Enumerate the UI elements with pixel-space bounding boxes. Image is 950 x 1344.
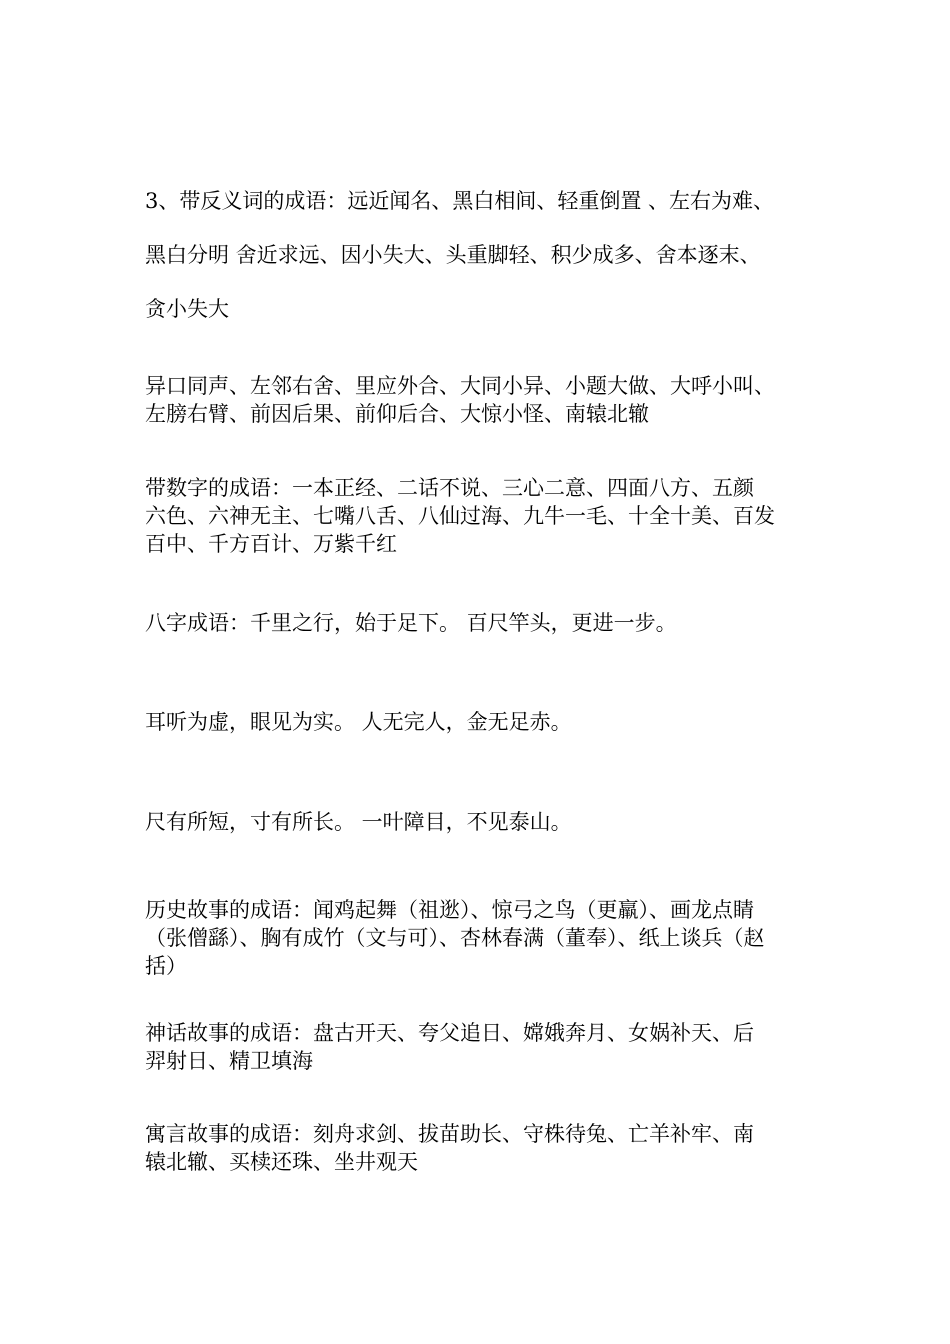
text-line: （张僧繇）、胸有成竹（文与可）、杏林春满（董奉）、纸上谈兵（赵 bbox=[145, 926, 765, 950]
text-line: 带数字的成语：一本正经、二话不说、三心二意、四面八方、五颜 bbox=[145, 476, 754, 500]
text-line: 异口同声、左邻右舍、里应外合、大同小异、小题大做、大呼小叫、 bbox=[145, 374, 775, 398]
paragraph-myth-idioms bbox=[145, 1019, 813, 1075]
text-line: 神话故事的成语：盘古开天、夸父追日、嫦娥奔月、女娲补天、后 bbox=[145, 1021, 754, 1045]
paragraph-history-idioms bbox=[145, 896, 813, 980]
text-line: 3、带反义词的成语：远近闻名、黑白相间、轻重倒置 、左右为难、 bbox=[145, 189, 775, 213]
paragraph-eight-char-idioms bbox=[145, 609, 813, 637]
text-line: 黑白分明 舍近求远、因小失大、头重脚轻、积少成多、舍本逐末、 bbox=[145, 243, 761, 267]
text-line: 尺有所短，寸有所长。 一叶障目，不见泰山。 bbox=[145, 810, 572, 834]
text-line: 括） bbox=[145, 954, 187, 978]
paragraph-antonym-idioms-continued bbox=[145, 372, 813, 428]
paragraph-eight-char-idioms-2 bbox=[145, 708, 813, 736]
text-line: 辕北辙、买椟还珠、坐井观天 bbox=[145, 1150, 418, 1174]
paragraph-number-idioms bbox=[145, 474, 813, 558]
text-line: 羿射日、精卫填海 bbox=[145, 1049, 313, 1073]
text-line: 百中、千方百计、万紫千红 bbox=[145, 532, 397, 556]
text-line: 六色、六神无主、七嘴八舌、八仙过海、九牛一毛、十全十美、百发 bbox=[145, 504, 775, 528]
paragraph-antonym-idioms bbox=[145, 174, 813, 336]
text-line: 历史故事的成语：闻鸡起舞（祖逖）、惊弓之鸟（更羸）、画龙点睛 bbox=[145, 898, 754, 922]
paragraph-eight-char-idioms-3 bbox=[145, 808, 813, 836]
text-line: 左膀右臂、前因后果、前仰后合、大惊小怪、南辕北辙 bbox=[145, 402, 649, 426]
text-line: 寓言故事的成语：刻舟求剑、拔苗助长、守株待兔、亡羊补牢、南 bbox=[145, 1122, 754, 1146]
text-line: 耳听为虚，眼见为实。 人无完人，金无足赤。 bbox=[145, 710, 572, 734]
paragraph-fable-idioms bbox=[145, 1120, 813, 1176]
text-line: 八字成语：千里之行，始于足下。 百尺竿头，更进一步。 bbox=[145, 611, 677, 635]
text-line: 贪小失大 bbox=[145, 297, 229, 321]
